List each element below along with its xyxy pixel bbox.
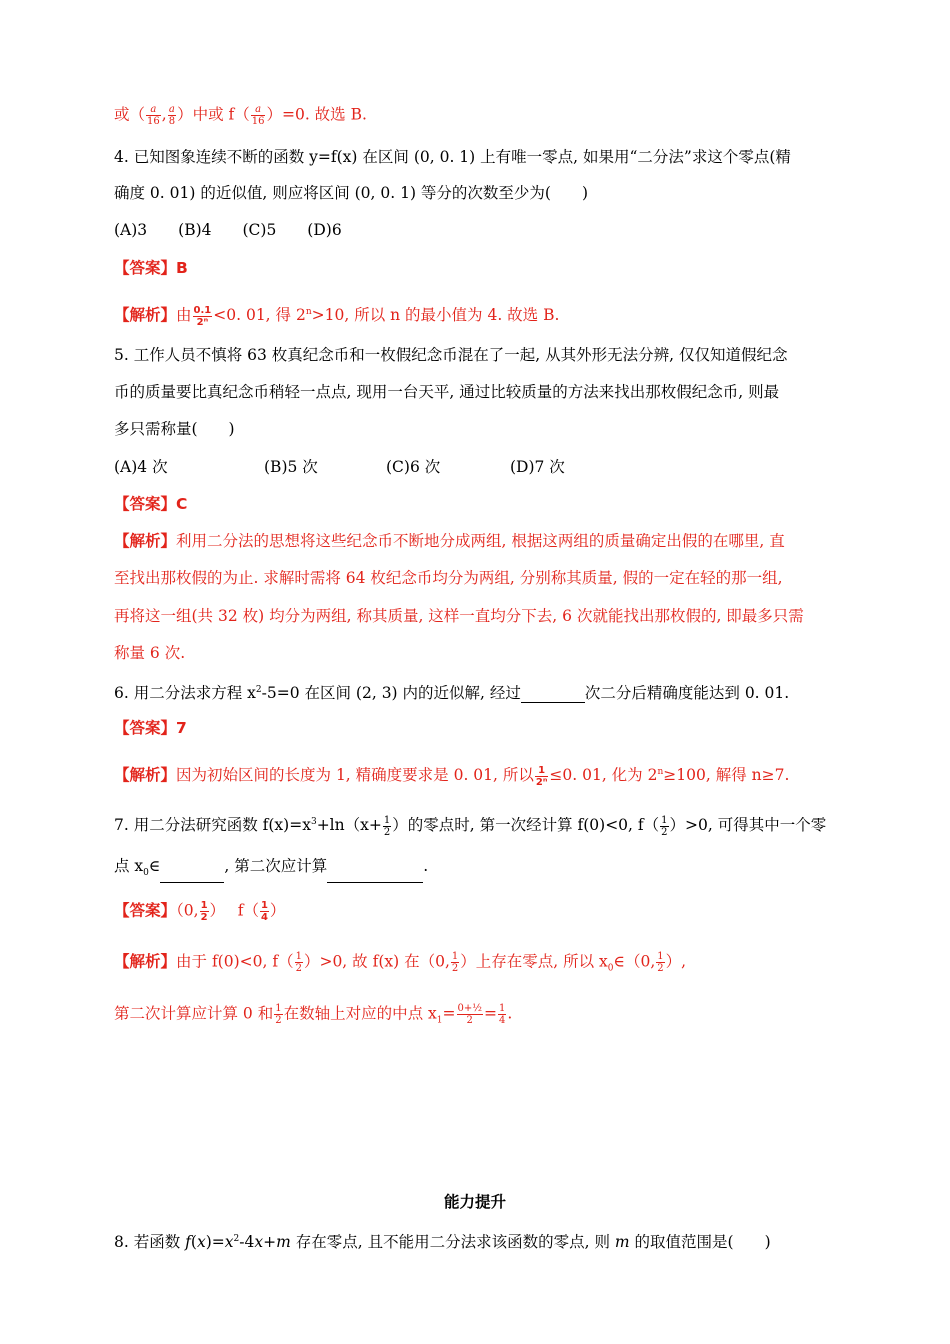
numerator: 1 (275, 1003, 282, 1014)
denominator: 2 (200, 912, 208, 923)
text: ）中或 f（ (177, 105, 250, 124)
numerator: 1 (295, 951, 302, 962)
numerator: 1 (535, 765, 549, 777)
text: -5=0 在区间 (2, 3) 内的近似解, 经过 (261, 684, 521, 703)
denominator: 2 (295, 963, 302, 974)
numerator: 0.1 (193, 304, 212, 316)
denominator: 2 (657, 963, 664, 974)
fraction (251, 104, 266, 127)
analysis-label: 【解析】 (114, 952, 177, 971)
text: ） f（ (209, 901, 259, 920)
text: = (442, 1004, 456, 1023)
text: 在数轴上对应的中点 x (283, 1004, 437, 1023)
numerator: 1 (451, 951, 459, 962)
text: -4 (239, 1233, 255, 1252)
q7-analysis-line1 (114, 951, 686, 979)
analysis-label: 【解析】 (114, 766, 177, 785)
text: ）>0, 故 f(x) 在（0, (303, 952, 450, 971)
text: ）>0, 可得其中一个零 (669, 816, 827, 835)
answer-value: C (176, 495, 188, 513)
fraction (660, 815, 668, 838)
text: )= (205, 1233, 225, 1252)
numerator: a (251, 104, 266, 116)
q4-analysis (114, 302, 559, 328)
q6-answer (114, 718, 187, 738)
q7-answer (114, 900, 285, 923)
answer-value: B (176, 259, 188, 277)
denominator: 16 (147, 116, 160, 127)
text: ）的零点时, 第一次经计算 f(0)<0, f（ (392, 816, 660, 835)
math-var: x (224, 1233, 234, 1252)
q7-line2 (114, 856, 428, 883)
text: ）=0. 故选 B. (266, 105, 367, 124)
numerator: a (168, 104, 175, 115)
math-var: x (254, 1233, 264, 1252)
fraction (168, 104, 176, 127)
superscript: 3 (310, 817, 317, 827)
numerator: 0+½ (457, 1003, 482, 1014)
numerator: 1 (200, 900, 208, 911)
fill-blank (521, 686, 585, 703)
q5-answer (114, 494, 187, 514)
text: = (483, 1004, 497, 1023)
denominator: 2 (451, 963, 459, 974)
text: ∈（0, (613, 952, 656, 971)
answer-label: 【答案】 (114, 495, 177, 513)
text: 7. 用二分法研究函数 f(x)=x (114, 816, 311, 835)
numerator: 1 (657, 951, 664, 962)
subscript: 0 (143, 868, 149, 879)
text: 第二次计算应计算 0 和 (114, 1004, 274, 1023)
superscript: n (657, 767, 664, 777)
top-line (114, 104, 367, 127)
text: >10, 所以 n 的最小值为 4. 故选 B. (311, 306, 560, 325)
subscript: 0 (607, 963, 614, 974)
q5-analysis-line2: 至找出那枚假的为止. 求解时需将 64 枚纪念币均分为两组, 分别称其质量, 假的一定在轻的那一组, (114, 569, 783, 587)
answer-label: 【答案】 (114, 719, 177, 737)
denominator: 2 (383, 826, 391, 838)
math-var: m (614, 1233, 630, 1252)
fraction (260, 900, 269, 923)
q5-analysis-line3: 再将这一组(共 32 枚) 均分为两组, 称其质量, 这样一直均分下去, 6 次就能找出那枚假的, 即最多只需 (114, 607, 804, 625)
text: , (161, 105, 167, 124)
text: ） (269, 901, 286, 920)
fill-blank (160, 866, 224, 883)
analysis-label: 【解析】 (114, 306, 177, 325)
denominator: 2 (466, 1015, 473, 1026)
fraction (656, 951, 664, 974)
fraction (200, 900, 209, 923)
text: ( (190, 1233, 197, 1252)
text: +ln（x+ (316, 816, 382, 835)
numerator: 1 (260, 900, 268, 911)
analysis-label: 【解析】 (114, 532, 177, 550)
denominator: 16 (251, 116, 265, 127)
text: 次二分后精确度能达到 0. 01. (584, 684, 790, 703)
q4-line2: 确度 0. 01) 的近似值, 则应将区间 (0, 0. 1) 等分的次数至少为( ) (114, 184, 589, 202)
fill-blank (327, 866, 423, 883)
fraction (146, 104, 161, 127)
text: , 第二次应计算 (224, 857, 328, 875)
math-var: x (196, 1233, 206, 1252)
fraction (457, 1003, 483, 1026)
option-a: (A)4 次 (114, 458, 168, 476)
text: 8. 若函数 (114, 1233, 186, 1252)
answer-label: 【答案】 (114, 259, 177, 277)
fraction (451, 951, 459, 974)
q4-answer (114, 258, 188, 278)
text: 的取值范围是( ) (629, 1233, 771, 1252)
fraction (274, 1003, 282, 1026)
text: ≤0. 01, 化为 2 (549, 766, 658, 785)
text: 由于 f(0)<0, f（ (176, 952, 294, 971)
answer-label: 【答案】 (114, 901, 177, 920)
option-c: (C)6 次 (386, 458, 441, 476)
numerator: 1 (498, 1003, 506, 1014)
numerator: 1 (383, 814, 391, 826)
text: 因为初始区间的长度为 1, 精确度要求是 0. 01, 所以 (176, 766, 534, 785)
fraction (383, 815, 391, 838)
text: <0. 01, 得 2 (213, 306, 306, 325)
q5-analysis-line1 (114, 531, 785, 551)
text: 点 x (114, 857, 144, 875)
text: 由 (176, 306, 192, 325)
denominator: 2ⁿ (196, 316, 209, 328)
text: + (263, 1233, 277, 1252)
numerator: a (146, 104, 161, 116)
fraction (498, 1003, 506, 1026)
denominator: 2 (661, 826, 668, 838)
option-b: (B)5 次 (264, 458, 318, 476)
text: ）, (665, 952, 687, 971)
denominator: 4 (498, 1015, 506, 1026)
q8-line (114, 1229, 771, 1252)
denominator: 2ⁿ (535, 776, 548, 788)
q6-line (114, 680, 789, 703)
q7-analysis-line2 (114, 1003, 512, 1031)
q5-options (114, 457, 565, 477)
text: . (423, 857, 429, 875)
fraction (295, 951, 303, 974)
superscript: 2 (233, 1234, 240, 1244)
fraction (535, 765, 549, 788)
text: （0, (176, 901, 199, 920)
denominator: 2 (275, 1015, 282, 1026)
numerator: 1 (661, 814, 668, 826)
text: 存在零点, 且不能用二分法求该函数的零点, 则 (290, 1233, 615, 1252)
answer-value: 7 (176, 719, 187, 737)
text: 利用二分法的思想将这些纪念币不断地分成两组, 根据这两组的质量确定出假的在哪里, 直 (176, 532, 785, 550)
q7-line1 (114, 812, 826, 838)
math-var: f (185, 1233, 191, 1252)
text: 或（ (114, 105, 146, 124)
section-heading: 能力提升 (443, 1193, 506, 1211)
option-d: (D)7 次 (510, 458, 565, 476)
denominator: 4 (260, 912, 268, 923)
text: ≥100, 解得 n≥7. (663, 766, 790, 785)
q4-options: (A)3 (B)4 (C)5 (D)6 (114, 221, 342, 239)
text: ∈ (148, 857, 161, 875)
superscript: 2 (255, 685, 262, 695)
math-var: m (276, 1233, 291, 1252)
text: 6. 用二分法求方程 x (114, 684, 256, 703)
superscript: n (305, 307, 312, 317)
q6-analysis (114, 762, 789, 788)
text: ）上存在零点, 所以 x (460, 952, 608, 971)
fraction (193, 305, 213, 328)
text: . (507, 1004, 513, 1023)
q5-line2: 币的质量要比真纪念币稍轻一点点, 现用一台天平, 通过比较质量的方法来找出那枚假纪念币, 则最 (114, 383, 780, 401)
q5-line3: 多只需称量( ) (114, 420, 235, 438)
q5-line1: 5. 工作人员不慎将 63 枚真纪念币和一枚假纪念币混在了一起, 从其外形无法分辨, 仅仅知道假纪念 (114, 346, 788, 364)
q5-analysis-line4: 称量 6 次. (114, 644, 186, 662)
subscript: 1 (436, 1015, 443, 1026)
denominator: 8 (168, 116, 176, 127)
q4-line1: 4. 已知图象连续不断的函数 y=f(x) 在区间 (0, 0. 1) 上有唯一零点, 如果用“二分法”求这个零点(精 (114, 148, 791, 166)
